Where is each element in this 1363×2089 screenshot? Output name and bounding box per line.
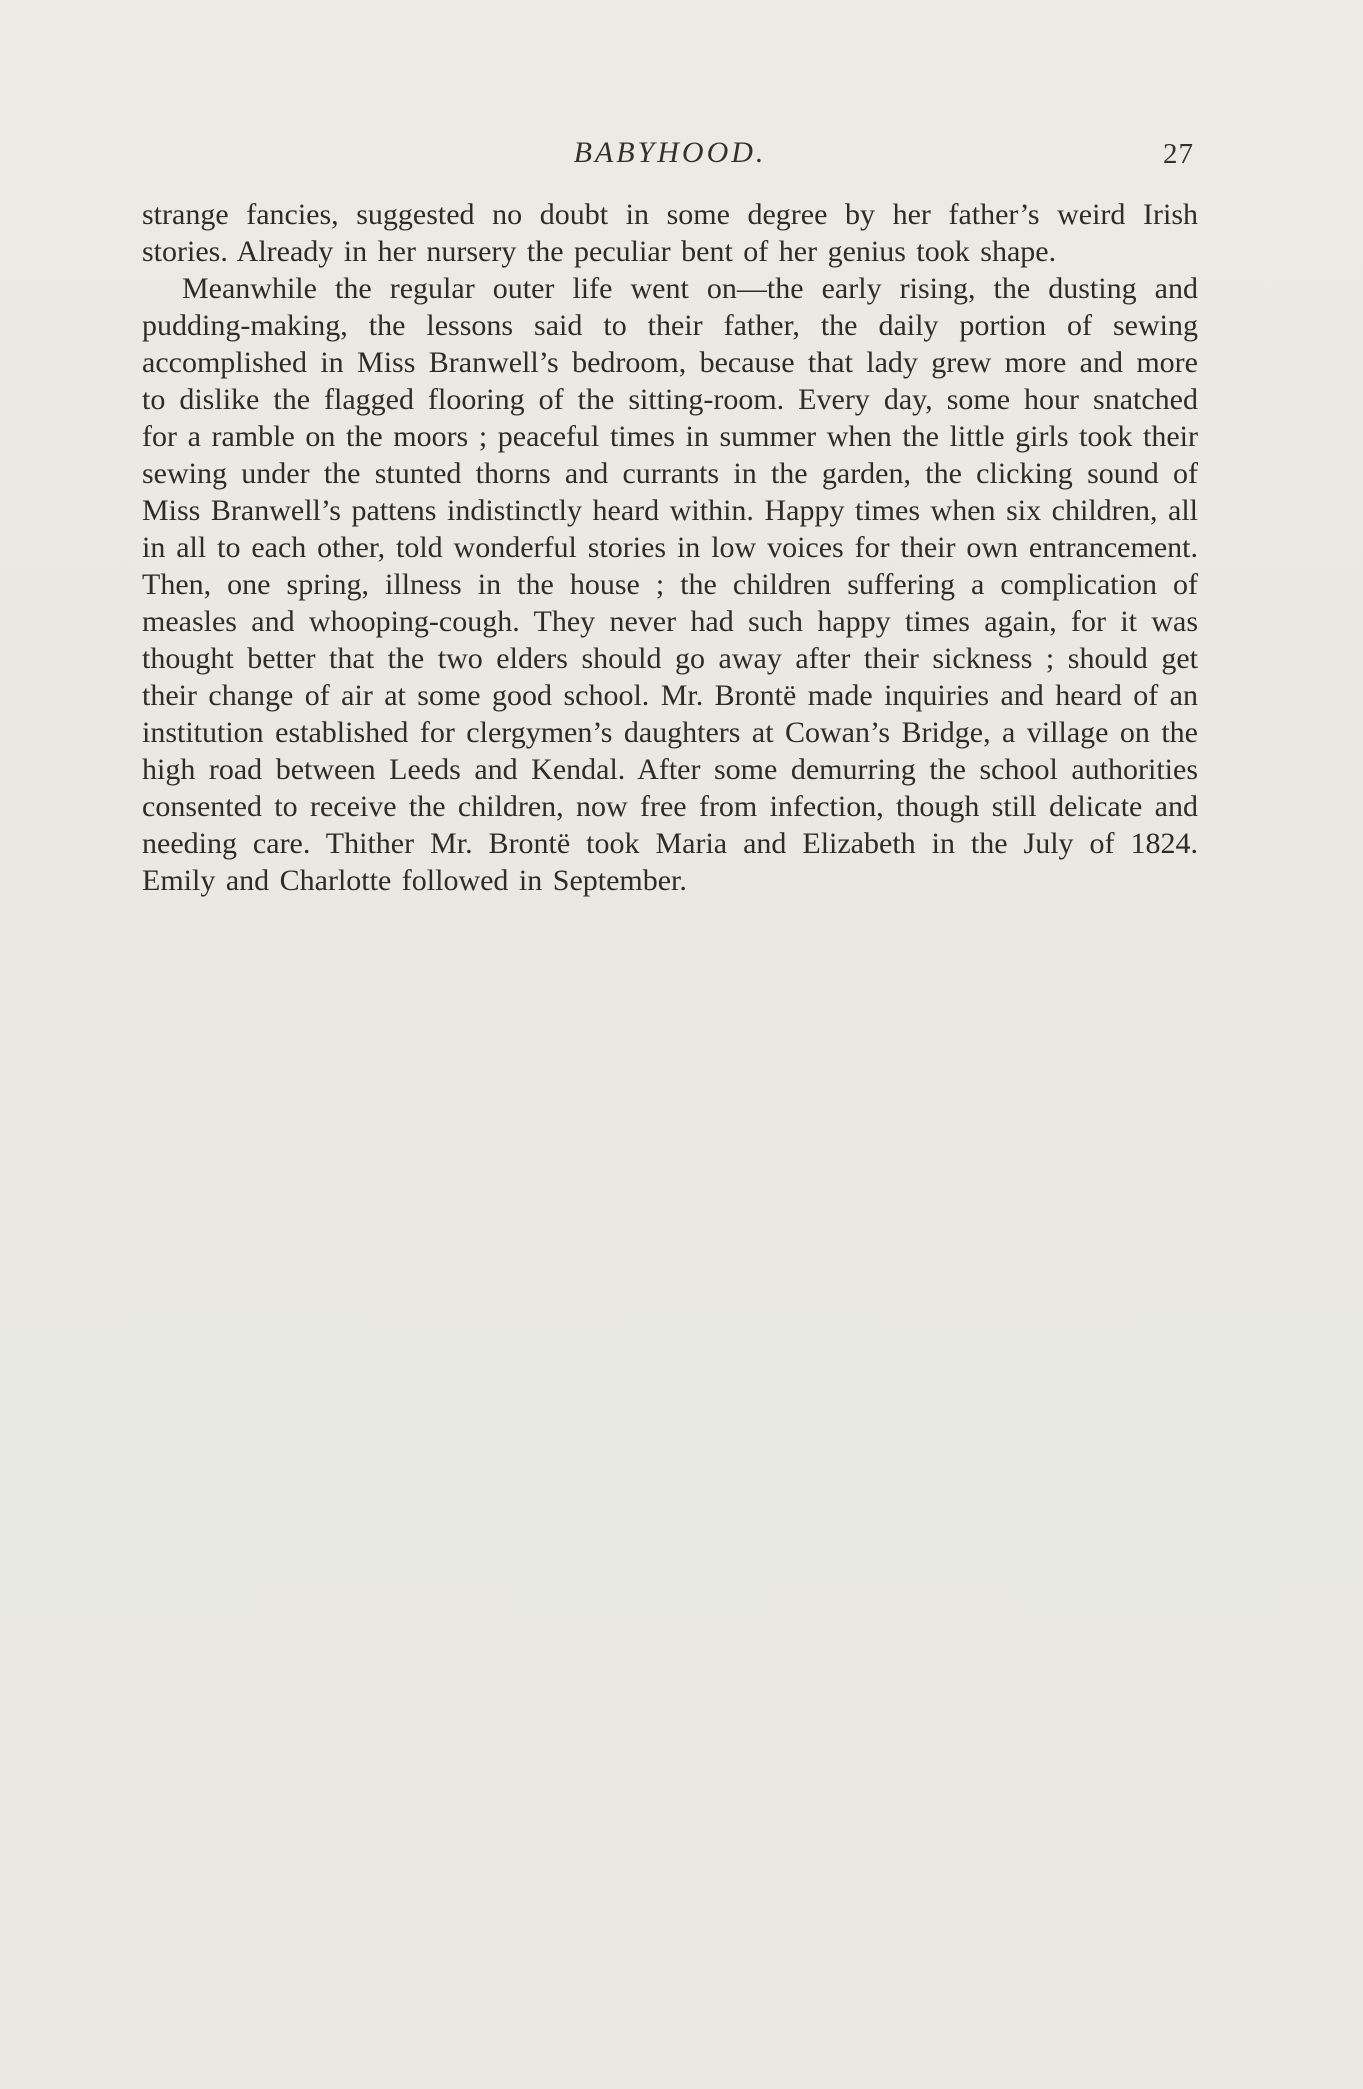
- page-number: 27: [1163, 138, 1194, 170]
- paragraph-continuation: strange fancies, suggested no doubt in some degree by her father’s weird Irish stories. Already in her nursery the peculiar bent of her genius took shape.: [142, 198, 1198, 268]
- paragraph: Meanwhile the regular outer life went on—the early rising, the dusting and pudding-making, the lessons said to their father, the daily portion of sewing accomplished in Miss Branwell’s bedroom, because that lady grew more and more to dislike the flagged flooring of the sitting-room. Every day, some hour snatched for a ramble on the moors ; peaceful times in summer when the little girls took their sewing under the stunted thorns and currants in the garden, the clicking sound of Miss Branwell’s pattens indistinctly heard within. Happy times when six children, all in all to each other, told wonderful stories in low voices for their own entrancement. Then, one spring, illness in the house ; the children suffering a complication of measles and whooping-cough. They never had such happy times again, for it was thought better that the two elders should go away after their sickness ; should get their change of air at some good school. Mr. Brontë made inquiries and heard of an institution established for clergymen’s daughters at Cowan’s Bridge, a village on the high road between Leeds and Kendal. After some demurring the school authorities consented to receive the children, now free from infection, though still delicate and needing care. Thither Mr. Brontë took Maria and Elizabeth in the July of 1824. Emily and Charlotte followed in September.: [142, 272, 1198, 897]
- running-title: BABYHOOD.: [573, 136, 767, 169]
- body-text: [142, 196, 1198, 899]
- running-header: [142, 136, 1198, 176]
